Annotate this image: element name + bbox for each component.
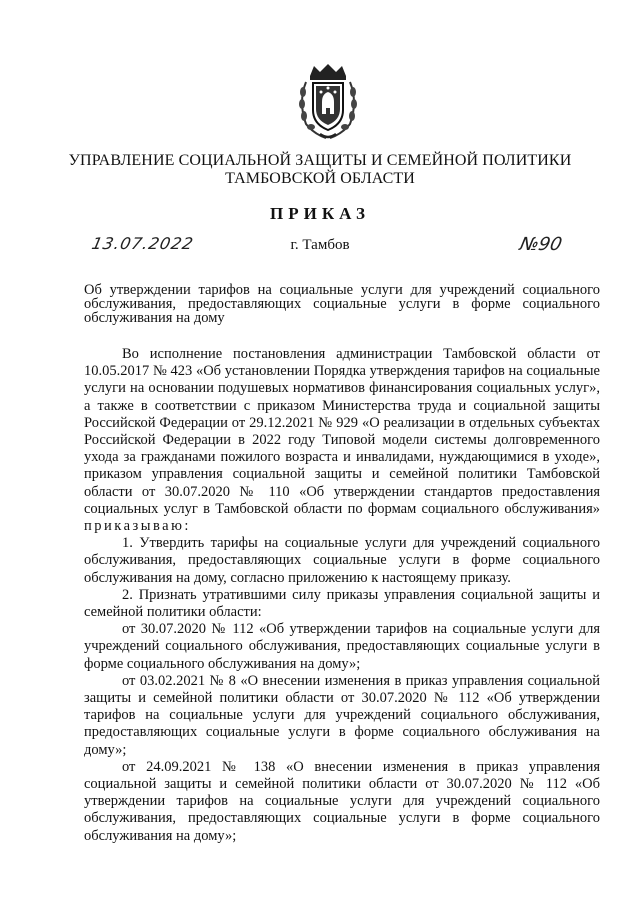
- body-paragraph-preamble: [84, 346, 600, 535]
- handwritten-order-number: №90: [517, 234, 564, 255]
- repealed-order-138: от 24.09.2021 № 138 «О внесении изменения в приказ управления социальной защиты и семейной политики области от 30.07.2020 № 112 «Об утверждении тарифов на социальные услуги для учреждений социального обслуживания, предоставляющих социальные услуги в форме социального обслуживания на дому»;: [84, 758, 600, 844]
- repealed-order-8: от 03.02.2021 № 8 «О внесении изменения в приказ управления социальной защиты и семейной политики области от 30.07.2020 № 112 «Об утверждении тарифов на социальные услуги для учреждений социального обслуживания, предоставляющих социальные услуги в форме социального обслуживания на дому»;: [84, 672, 600, 758]
- body-paragraph-item-1: 1. Утвердить тарифы на социальные услуги для учреждений социального обслуживания, предоставляющих социальные услуги в форме социального обслуживания на дому, согласно приложению к настоящему приказу.: [84, 535, 600, 586]
- body-paragraph-item-2: 2. Признать утратившими силу приказы управления социальной защиты и семейной политики области:: [84, 586, 600, 621]
- document-subject: Об утверждении тарифов на социальные услуги для учреждений социального обслуживания, предоставляющих социальные услуги в форме социального обслуживания на дому: [84, 282, 600, 326]
- preamble-text: Во исполнение постановления администрации Тамбовской области от 10.05.2017 № 423 «Об установлении Порядка утверждения тарифов на социальные услуги на основании подушевых нормативов финансирования социальных услуг», а также в соответствии с приказом Министерства труда и социальной защиты Российской Федерации от 29.12.2021 № 929 «О реализации в отдельных субъектах Российской Федерации в 2022 году Типовой модели системы долговременного ухода за гражданами пожилого возраста и инвалидами, нуждающимися в уходе», приказом управления социальной защиты и семейной политики Тамбовской области от 30.07.2020 № 110 «Об утверждении стандартов предоставления социальных услуг в Тамбовской области по формам социального обслуживания»: [84, 346, 600, 517]
- document-type-title: ПРИКАЗ: [270, 204, 370, 223]
- organization-name-line2: ТАМБОВСКОЙ ОБЛАСТИ: [225, 170, 415, 187]
- order-word: приказываю:: [84, 518, 191, 535]
- tambov-coat-of-arms-icon: [296, 62, 360, 140]
- city-name: г. Тамбов: [290, 237, 350, 253]
- repealed-order-112: от 30.07.2020 № 112 «Об утверждении тарифов на социальные услуги для учреждений социального обслуживания, предоставляющих социальные услуги в форме социального обслуживания на дому»;: [84, 621, 600, 672]
- handwritten-date: 13.07.2022: [89, 234, 196, 253]
- organization-name-line1: УПРАВЛЕНИЕ СОЦИАЛЬНОЙ ЗАЩИТЫ И СЕМЕЙНОЙ ПОЛИТИКИ: [68, 152, 572, 169]
- document-body: [84, 346, 600, 845]
